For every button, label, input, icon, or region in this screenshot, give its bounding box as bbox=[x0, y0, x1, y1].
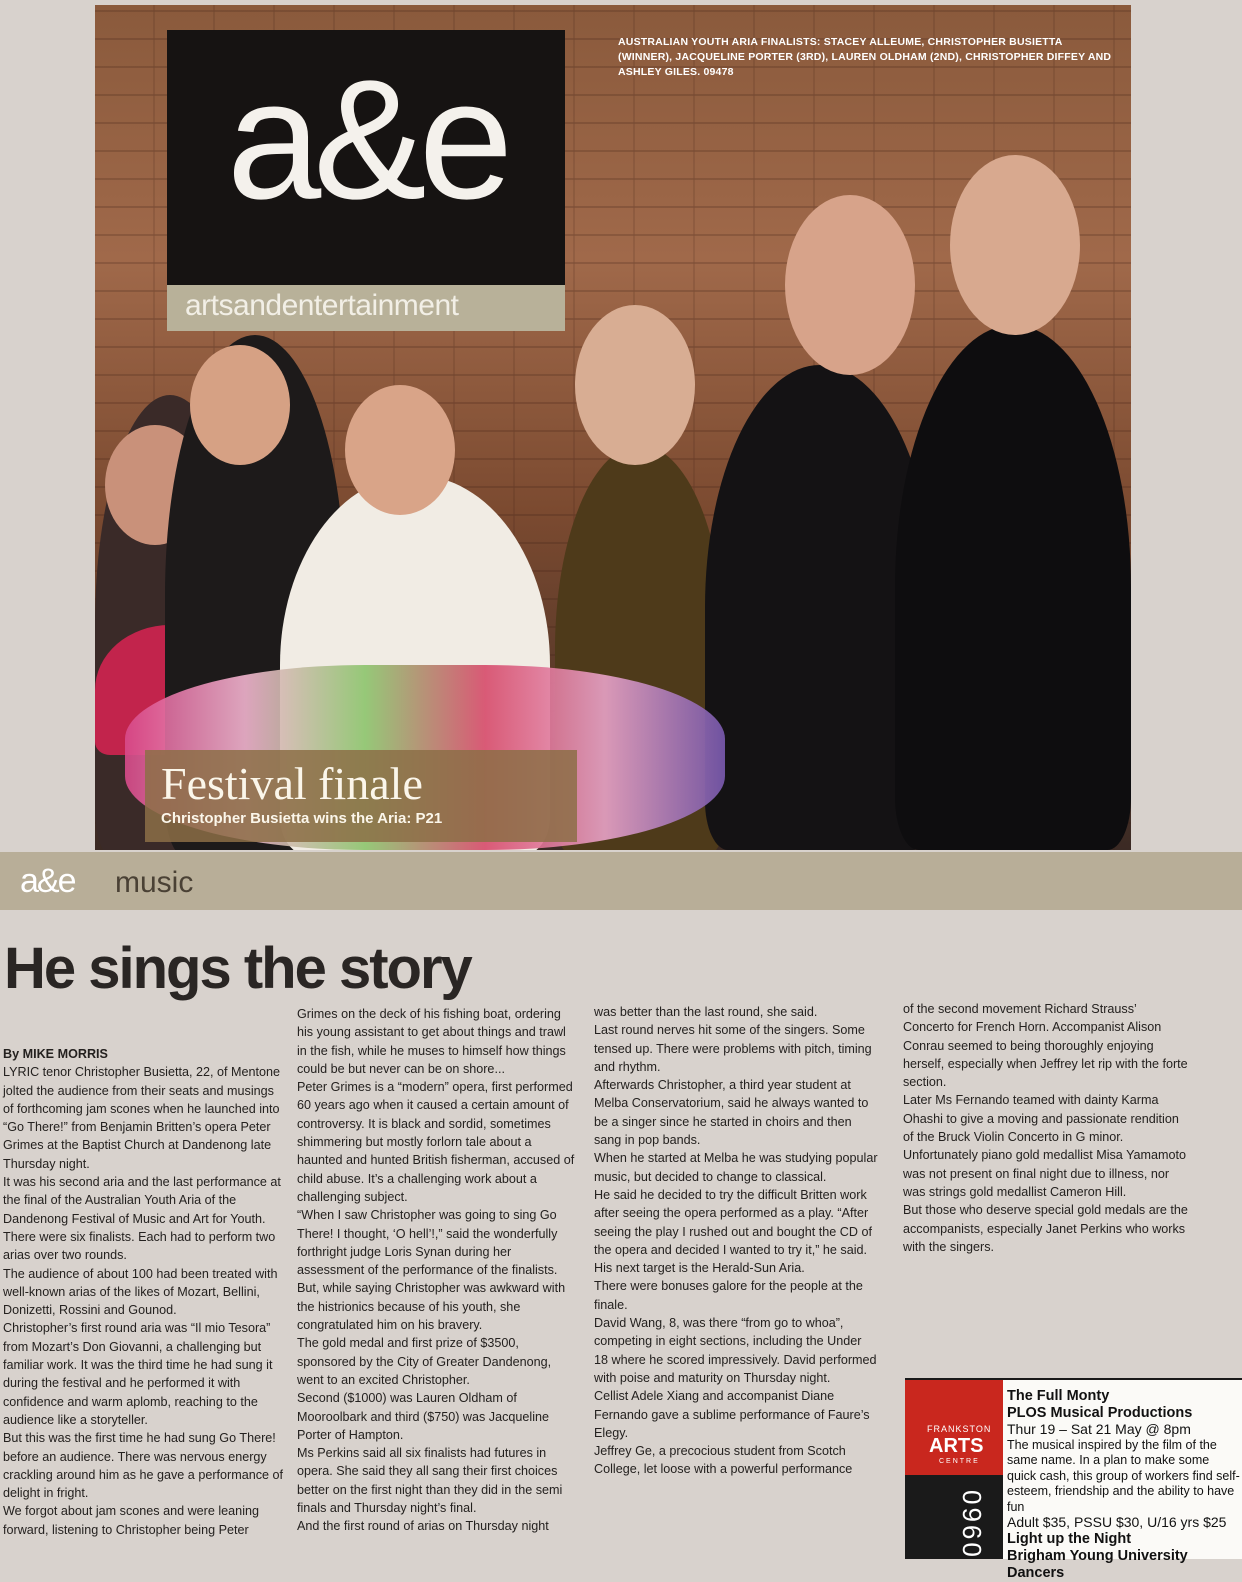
venue-top: FRANKSTON bbox=[927, 1424, 992, 1434]
headline: He sings the story bbox=[4, 936, 471, 1001]
paragraph: Second ($1000) was Lauren Oldham of Mooroolbark and third ($750) was Jacqueline Porter of Hampton. bbox=[297, 1391, 550, 1442]
article-column-1 bbox=[3, 1045, 285, 1539]
ae-logo: a&e bbox=[226, 45, 506, 235]
paragraph: It was his second aria and the last performance at the final of the Australian Youth Aria of the Dandenong Festival of Music and Art for Youth. There were six finalists. Each had to perform two arias over two rounds. bbox=[3, 1175, 281, 1263]
venue-logo bbox=[905, 1380, 1003, 1475]
ad-date-strip bbox=[905, 1475, 1003, 1559]
venue-main: ARTS bbox=[929, 1435, 984, 1457]
paragraph: When he started at Melba he was studying popular music, but decided to change to classical. bbox=[594, 1151, 878, 1184]
paragraph: Cellist Adele Xiang and accompanist Diane Fernando gave a sublime performance of Faure’s Elegy. bbox=[594, 1389, 870, 1440]
paragraph: was better than the last round, she said. bbox=[594, 1005, 818, 1019]
ad-text bbox=[1007, 1388, 1240, 1582]
paragraph: “When I saw Christopher was going to sing Go There! I thought, ‘O hell’!,” said the wonderfully forthright judge Loris Synan during her assessment of the performance of the finalists. But, while saying Christopher was awkward with the histrionics because of his youth, she congratulated him on his bravery. bbox=[297, 1208, 566, 1333]
feature-subtitle: Christopher Busietta wins the Aria: P21 bbox=[161, 810, 443, 827]
paragraph: Later Ms Fernando teamed with dainty Karma Ohashi to give a moving and passionate rendition of the Bruck Violin Concerto in G minor. bbox=[903, 1093, 1179, 1145]
show1-title: The Full Monty bbox=[1007, 1388, 1110, 1404]
paragraph: There were bonuses galore for the people at the finale. bbox=[594, 1279, 863, 1312]
paragraph: And the first round of arias on Thursday night bbox=[297, 1519, 549, 1534]
paragraph: of the second movement Richard Strauss’ Concerto for French Horn. Accompanist Alison Conrau seemed to being thoroughly enjoying herself, especially when Jeffrey let rip with the forte section. bbox=[903, 1002, 1188, 1090]
paragraph: Ms Perkins said all six finalists had futures in opera. She said they all sang their first choices better on the first night than they did in the semi finals and Thursday night’s final. bbox=[297, 1446, 563, 1516]
show1-prices: Adult $35, PSSU $30, U/16 yrs $25 bbox=[1007, 1514, 1227, 1530]
person-figure bbox=[575, 305, 695, 465]
frankston-arts-ad bbox=[905, 1378, 1242, 1581]
paragraph: But this was the first time he had sung Go There! before an audience. There was nervous energy crackling around him as he gave a performance of delight in fright. bbox=[3, 1431, 284, 1501]
paragraph: Grimes on the deck of his fishing boat, ordering his young assistant to get about things and trawl in the fish, while he muses to himself how things could be but never can be on shore... bbox=[297, 1007, 566, 1076]
section-label: music bbox=[115, 866, 194, 899]
feature-title: Festival finale bbox=[161, 758, 423, 809]
article-column-2 bbox=[297, 1005, 579, 1536]
show1-dates: Thur 19 – Sat 21 May @ 8pm bbox=[1007, 1421, 1191, 1437]
show2-company: Brigham Young University Dancers bbox=[1007, 1547, 1188, 1581]
article-column-4 bbox=[903, 1000, 1188, 1256]
show1-company: PLOS Musical Productions bbox=[1007, 1405, 1193, 1421]
cover-photo bbox=[95, 5, 1131, 850]
person-figure bbox=[785, 195, 915, 375]
paragraph: His next target is the Herald-Sun Aria. bbox=[594, 1261, 805, 1276]
person-figure bbox=[345, 385, 455, 515]
paragraph: Last round nerves hit some of the singers. Some tensed up. There were problems with pitch, timing and rhythm. bbox=[594, 1023, 872, 1074]
paragraph: LYRIC tenor Christopher Busietta, 22, of Mentone jolted the audience from their seats and musings of forthcoming jam scones when he launched into “Go There!” from Benjamin Britten’s opera Peter Grimes at the Baptist Church at Dandenong late Thursday night. bbox=[3, 1065, 280, 1171]
show2-title: Light up the Night bbox=[1007, 1530, 1132, 1547]
paragraph: Jeffrey Ge, a precocious student from Scotch College, let loose with a powerful performance bbox=[594, 1444, 853, 1477]
ae-logo-box bbox=[167, 30, 565, 285]
article-column-3 bbox=[594, 1003, 878, 1479]
ad-side-number: 0960 bbox=[957, 1490, 987, 1560]
show1-desc: The musical inspired by the film of the same name. In a plan to make some quick cash, this group of workers find self-esteem, friendship and the ability to have fun bbox=[1007, 1437, 1240, 1514]
paragraph: Afterwards Christopher, a third year student at Melba Conservatorium, said he always wanted to be a singer since he started in choirs and then sang in pop bands. bbox=[594, 1078, 869, 1148]
section-logo: a&e bbox=[20, 862, 75, 900]
paragraph: The audience of about 100 had been treated with well-known arias of the likes of Mozart, Bellini, Donizetti, Rossini and Gounod. bbox=[3, 1266, 278, 1318]
photo-caption: AUSTRALIAN YOUTH ARIA FINALISTS: STACEY ALLEUME, CHRISTOPHER BUSIETTA (WINNER), JACQUELINE PORTER (3RD), LAUREN OLDHAM (2ND), CHRISTOPHER DIFFEY AND ASHLEY GILES. 09478 bbox=[618, 36, 1112, 78]
venue-bottom: CENTRE bbox=[939, 1458, 980, 1465]
paragraph: Peter Grimes is a “modern” opera, first performed 60 years ago when it caused a certain amount of controversy. It is black and sordid, sometimes shimmering but mostly forlorn tale about a haunted and hunted British fisherman, accused of child abuse. It’s a challenging work about a challenging subject. bbox=[297, 1080, 575, 1204]
person-figure bbox=[950, 155, 1080, 335]
paragraph: Christopher’s first round aria was “Il mio Tesora” from Mozart’s Don Giovanni, a challenging but familiar work. It was the third time he had sung it during the festival and he performed it with confidence and warm aplomb, reaching to the audience like a storyteller. bbox=[3, 1321, 273, 1427]
paragraph: We forgot about jam scones and were leaning forward, listening to Christopher being Peter bbox=[3, 1504, 259, 1537]
paragraph: But those who deserve special gold medals are the accompanists, especially Janet Perkins who works with the singers. bbox=[903, 1203, 1188, 1254]
paragraph: David Wang, 8, was there “from go to whoa”, competing in eight sections, including the Under 18 where he scored impressively. David performed with poise and maturity on Thursday night. bbox=[594, 1316, 877, 1385]
ae-logo-subtitle: artsandentertainment bbox=[185, 289, 459, 322]
byline: By MIKE MORRIS bbox=[3, 1047, 108, 1061]
paragraph: He said he decided to try the difficult Britten work after seeing the opera performed as a play. “After seeing the play I rushed out and bought the CD of the opera and decided I wanted to try it,” he said. bbox=[594, 1187, 872, 1257]
person-figure bbox=[190, 345, 290, 465]
paragraph: Unfortunately piano gold medallist Misa Yamamoto was not present on final night due to illness, nor was strings gold medallist Cameron Hill. bbox=[903, 1148, 1187, 1199]
person-figure bbox=[895, 325, 1131, 850]
paragraph: The gold medal and first prize of $3500, sponsored by the City of Greater Dandenong, went to an excited Christopher. bbox=[297, 1336, 552, 1387]
